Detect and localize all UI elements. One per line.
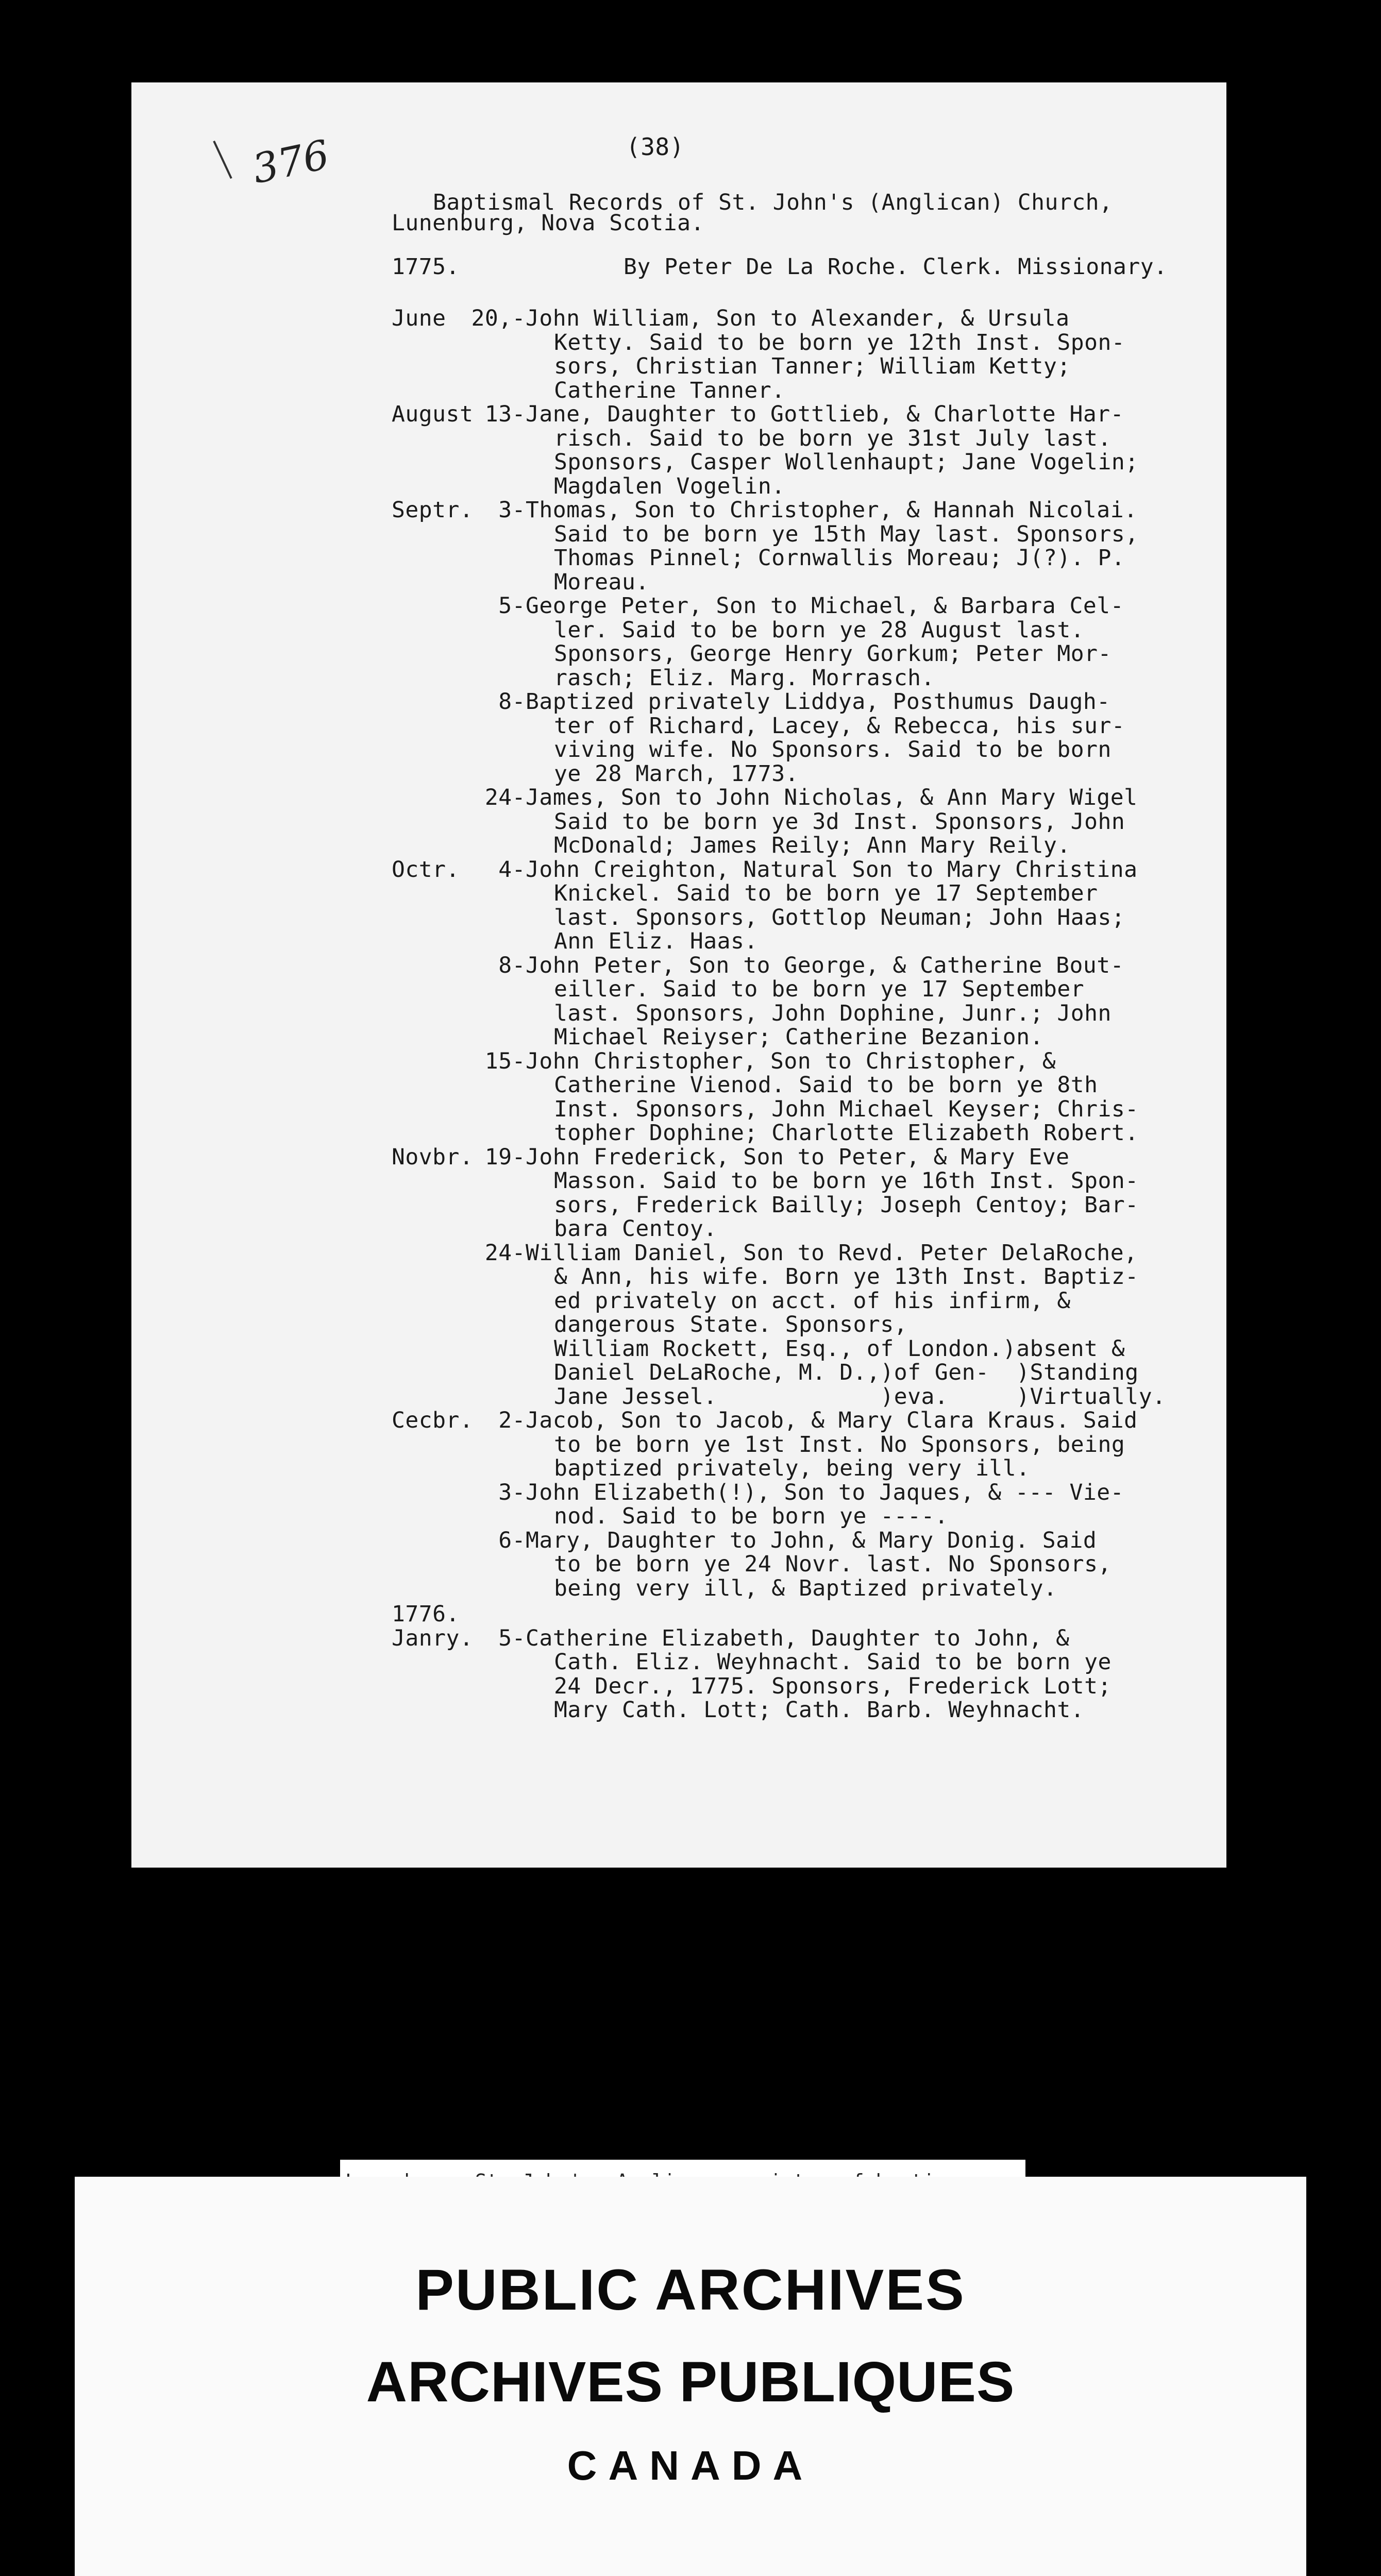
- entry-line: baptized privately, being very ill.: [554, 1455, 1030, 1481]
- entry-line: last. Sponsors, Gottlop Neuman; John Haas;: [554, 904, 1125, 930]
- entry-day: 13-: [484, 401, 526, 427]
- entry-line: Said to be born ye 3d Inst. Sponsors, John: [554, 808, 1125, 835]
- entry-line: ter of Richard, Lacey, & Rebecca, his sur-: [554, 713, 1125, 739]
- entry-month: June: [392, 306, 446, 331]
- entry-line: eiller. Said to be born ye 17 September: [554, 976, 1085, 1002]
- entry-day: 19-: [484, 1144, 526, 1170]
- entry-line: McDonald; James Reily; Ann Mary Reily.: [554, 833, 1071, 858]
- entry-month: Octr.: [392, 856, 460, 883]
- entry-line: dangerous State. Sponsors,: [554, 1312, 908, 1337]
- entry-line: George Peter, Son to Michael, & Barbara Cel-: [526, 593, 1124, 619]
- entry-line: viving wife. No Sponsors. Said to be born: [554, 737, 1111, 762]
- entry-line: 24 Decr., 1775. Sponsors, Frederick Lott;: [554, 1673, 1111, 1699]
- entry-line: John Creighton, Natural Son to Mary Christina: [526, 856, 1138, 883]
- archives-stamp-card: [75, 2177, 1306, 2576]
- title-line-2: Lunenburg, Nova Scotia.: [392, 210, 704, 236]
- entry-line: John Frederick, Son to Peter, & Mary Eve: [526, 1144, 1070, 1170]
- entry-line: to be born ye 24 Novr. last. No Sponsors,: [554, 1551, 1111, 1577]
- entry-day: 3-: [498, 1479, 526, 1505]
- stamp-line-1: PUBLIC ARCHIVES: [415, 2258, 966, 2322]
- entry-line: bara Centoy.: [554, 1216, 717, 1242]
- entry-line: James, Son to John Nicholas, & Ann Mary Wigel: [526, 785, 1138, 810]
- entry-line: Ketty. Said to be born ye 12th Inst. Spon-: [554, 329, 1125, 355]
- entry-day: 8-: [498, 952, 526, 978]
- entry-line: last. Sponsors, John Dophine, Junr.; John: [554, 1000, 1111, 1026]
- entry-day: 6-: [498, 1527, 526, 1553]
- year-1776: 1776.: [392, 1601, 460, 1627]
- entry-line: Baptized privately Liddya, Posthumus Daugh-: [526, 689, 1110, 715]
- entry-line: Cath. Eliz. Weyhnacht. Said to be born ye: [554, 1649, 1111, 1675]
- entry-month: Cecbr.: [392, 1408, 474, 1433]
- entry-line: Said to be born ye 15th May last. Sponsors,: [554, 521, 1139, 547]
- entry-line: Ann Eliz. Haas.: [554, 928, 758, 954]
- entry-line: Jacob, Son to Jacob, & Mary Clara Kraus. Said: [526, 1408, 1138, 1433]
- entry-line: Jane Jessel. )eva. )Virtually.: [554, 1383, 1166, 1410]
- entry-day: 8-: [498, 689, 526, 715]
- entry-line: Mary, Daughter to John, & Mary Donig. Said: [526, 1527, 1097, 1553]
- entry-day: 24-: [484, 785, 526, 810]
- entry-line: Thomas Pinnel; Cornwallis Moreau; J(?). P.: [554, 545, 1125, 571]
- entry-line: risch. Said to be born ye 31st July last.: [554, 425, 1111, 451]
- entry-day: 15-: [484, 1048, 526, 1074]
- entry-line: Michael Reiyser; Catherine Bezanion.: [554, 1024, 1043, 1050]
- year-1775: 1775.: [392, 254, 460, 280]
- entry-line: nod. Said to be born ye ----.: [554, 1503, 949, 1529]
- handwritten-folio-number: 376: [248, 131, 333, 193]
- entry-line: Sponsors, Casper Wollenhaupt; Jane Vogelin;: [554, 449, 1139, 475]
- entry-month: August: [392, 401, 474, 427]
- entry-line: John Christopher, Son to Christopher, &: [526, 1048, 1056, 1074]
- entry-line: Daniel DeLaRoche, M. D.,)of Gen- )Standing: [554, 1360, 1139, 1385]
- entry-line: William Rockett, Esq., of London.)absent &: [554, 1335, 1125, 1362]
- entry-line: ed privately on acct. of his infirm, &: [554, 1287, 1071, 1314]
- entry-line: & Ann, his wife. Born ye 13th Inst. Baptiz-: [554, 1264, 1139, 1290]
- entry-month: Janry.: [392, 1625, 474, 1651]
- entry-day: 5-: [498, 1625, 526, 1651]
- entry-line: Moreau.: [554, 569, 649, 595]
- entry-line: Jane, Daughter to Gottlieb, & Charlotte Har-: [526, 401, 1124, 427]
- entry-line: to be born ye 1st Inst. No Sponsors, being: [554, 1431, 1125, 1458]
- entry-line: William Daniel, Son to Revd. Peter DelaRoche,: [526, 1240, 1138, 1266]
- by-line: By Peter De La Roche. Clerk. Missionary.: [624, 254, 1168, 280]
- entry-line: Inst. Sponsors, John Michael Keyser; Chris-: [554, 1096, 1139, 1122]
- entry-line: Magdalen Vogelin.: [554, 473, 785, 499]
- entry-line: topher Dophine; Charlotte Elizabeth Robert.: [554, 1120, 1139, 1146]
- entry-line: Masson. Said to be born ye 16th Inst. Spon-: [554, 1168, 1139, 1194]
- entry-line: Catherine Vienod. Said to be born ye 8th: [554, 1072, 1098, 1098]
- title-line-1: Baptismal Records of St. John's (Anglican) Church,: [433, 190, 1113, 215]
- entry-line: Catherine Tanner.: [554, 377, 785, 403]
- entry-line: Sponsors, George Henry Gorkum; Peter Mor-: [554, 641, 1111, 667]
- entry-day: 4-: [498, 856, 526, 883]
- entry-line: being very ill, & Baptized privately.: [554, 1575, 1057, 1601]
- entry-line: Catherine Elizabeth, Daughter to John, &: [526, 1625, 1070, 1651]
- entry-day: 5-: [498, 593, 526, 619]
- entry-line: John William, Son to Alexander, & Ursula: [526, 306, 1070, 331]
- entry-line: John Peter, Son to George, & Catherine Bout-: [526, 952, 1124, 978]
- entry-line: sors, Frederick Bailly; Joseph Centoy; Bar-: [554, 1192, 1139, 1218]
- entry-day: 24-: [484, 1240, 526, 1266]
- entry-line: Thomas, Son to Christopher, & Hannah Nicolai.: [526, 497, 1138, 523]
- stamp-line-2: ARCHIVES PUBLIQUES: [366, 2350, 1015, 2414]
- stamp-line-3: CANADA: [567, 2443, 814, 2488]
- entry-line: sors, Christian Tanner; William Ketty;: [554, 353, 1071, 379]
- entry-day: 3-: [498, 497, 526, 523]
- entry-line: ye 28 March, 1773.: [554, 760, 799, 787]
- entry-line: Mary Cath. Lott; Cath. Barb. Weyhnacht.: [554, 1697, 1085, 1723]
- entry-month: Septr.: [392, 497, 474, 523]
- entry-month: Novbr.: [392, 1144, 474, 1170]
- entry-day: 2-: [498, 1408, 526, 1433]
- entry-line: Knickel. Said to be born ye 17 September: [554, 880, 1098, 906]
- entry-line: John Elizabeth(!), Son to Jaques, & --- Vie-: [526, 1479, 1124, 1505]
- page-number: (38): [626, 133, 684, 161]
- entry-line: ler. Said to be born ye 28 August last.: [554, 617, 1085, 643]
- entry-day: 20,-: [471, 306, 526, 331]
- entry-line: rasch; Eliz. Marg. Morrasch.: [554, 665, 935, 691]
